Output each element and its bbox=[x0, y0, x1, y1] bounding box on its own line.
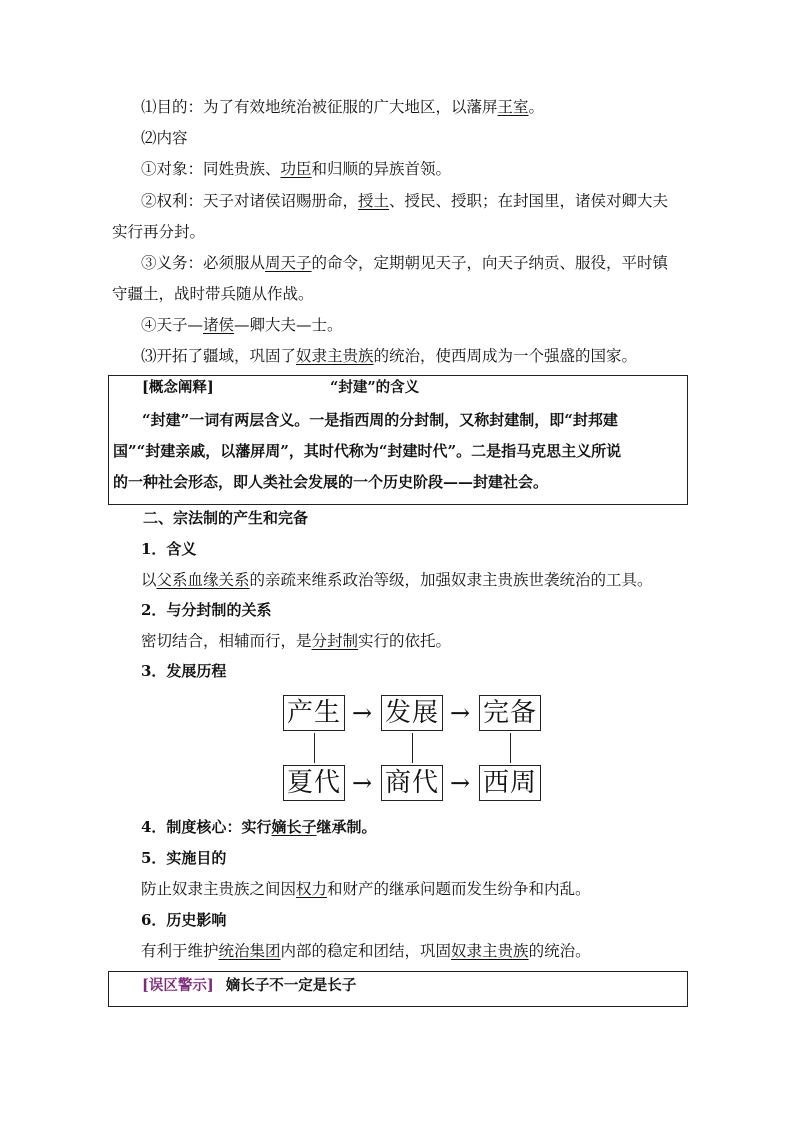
text: 。 bbox=[528, 98, 545, 116]
underlined-term: 周天子 bbox=[265, 254, 312, 272]
text: ⑴目的：为了有效地统治被征服的广大地区，以藩屏 bbox=[141, 98, 498, 116]
underlined-term: 王室 bbox=[497, 98, 529, 116]
text: 的命令，定期朝见天子，向天子纳贡、服役，平时镇 bbox=[311, 254, 669, 272]
underlined-term: 统治集团 bbox=[218, 942, 281, 960]
flow-box-bottom-2: 商代 bbox=[381, 765, 443, 801]
content-heading: ⑵内容 bbox=[141, 129, 188, 147]
arrow-icon: → bbox=[450, 699, 471, 727]
concept-title: “封建”的含义 bbox=[330, 379, 420, 396]
text: ③义务：必须服从 bbox=[141, 254, 266, 272]
flow-box-bottom-3: 西周 bbox=[479, 765, 541, 801]
subheading-relation: 2．与分封制的关系 bbox=[141, 601, 272, 619]
text: 的统治，使西周成为一个强盛的国家。 bbox=[373, 347, 638, 365]
text: 的亲疏来维系政治等级，加强奴隶主贵族世袭统治的工具。 bbox=[249, 571, 653, 589]
concept-paragraph-3: 的一种社会形态，即人类社会发展的一个历史阶段——封建社会。 bbox=[113, 473, 549, 491]
connector-line bbox=[510, 733, 511, 763]
flow-box-bottom-1: 夏代 bbox=[283, 765, 345, 801]
subheading-purpose: 5．实施目的 bbox=[141, 849, 227, 867]
flow-box-top-2: 发展 bbox=[381, 695, 443, 731]
flow-box-top-3: 完备 bbox=[479, 695, 541, 731]
text: 实行的依托。 bbox=[358, 632, 452, 650]
text: ④天子— bbox=[141, 316, 204, 334]
concept-tag: [概念阐释] bbox=[142, 379, 214, 396]
warning-text: 嫡长子不一定是长子 bbox=[225, 977, 357, 994]
text: ⑶开拓了疆域，巩固了 bbox=[141, 347, 297, 365]
hierarchy-line bbox=[141, 314, 343, 336]
purpose-line bbox=[141, 96, 544, 118]
rights-line bbox=[141, 190, 668, 212]
text: ①对象：同姓贵族、 bbox=[141, 160, 281, 178]
effect-line bbox=[141, 345, 637, 367]
text: 、授民、授职；在封国里，诸侯对卿大夫 bbox=[389, 192, 669, 210]
subheading-process: 3．发展历程 bbox=[141, 662, 227, 680]
arrow-icon: → bbox=[352, 769, 373, 797]
warning-line bbox=[142, 975, 356, 997]
text: 继承制。 bbox=[316, 818, 377, 836]
object-line bbox=[141, 158, 451, 180]
text: 4．制度核心：实行 bbox=[141, 818, 272, 836]
underlined-term: 权力 bbox=[296, 880, 328, 898]
subheading-meaning: 1．含义 bbox=[141, 540, 197, 558]
connector-line bbox=[412, 733, 413, 763]
meaning-text bbox=[141, 569, 653, 591]
arrow-icon: → bbox=[352, 699, 373, 727]
text: ②权利：天子对诸侯诏赐册命， bbox=[141, 192, 359, 210]
subheading-core bbox=[141, 816, 376, 838]
concept-paragraph-2: 国”“封建亲戚，以藩屏周”，其时代称为“封建时代”。二是指马克思主义所说 bbox=[113, 442, 622, 460]
underlined-term: 奴隶主贵族 bbox=[451, 942, 529, 960]
underlined-term: 授土 bbox=[358, 192, 390, 210]
text: 内部的稳定和团结，巩固 bbox=[280, 942, 452, 960]
duty-line-cont: 守疆土，战时带兵随从作战。 bbox=[112, 285, 314, 303]
impact-text bbox=[141, 940, 591, 962]
text: 密切结合，相辅而行，是 bbox=[141, 632, 312, 650]
underlined-term: 奴隶主贵族 bbox=[296, 347, 374, 365]
underlined-term: 功臣 bbox=[280, 160, 312, 178]
text: 和归顺的异族首领。 bbox=[311, 160, 452, 178]
warning-tag: [误区警示] bbox=[142, 977, 214, 994]
text: 以 bbox=[141, 571, 157, 589]
duty-line bbox=[141, 252, 668, 274]
underlined-term: 父系血缘关系 bbox=[156, 571, 250, 589]
rights-line-cont: 实行再分封。 bbox=[112, 223, 206, 241]
subheading-impact: 6．历史影响 bbox=[141, 911, 227, 929]
text: 有利于维护 bbox=[141, 942, 219, 960]
underlined-term: 嫡长子 bbox=[271, 818, 317, 836]
section-heading: 二、宗法制的产生和完备 bbox=[143, 509, 309, 527]
flow-box-top-1: 产生 bbox=[283, 695, 345, 731]
concept-paragraph-1: “封建”一词有两层含义。一是指西周的分封制，又称封建制，即“封邦建 bbox=[142, 411, 618, 429]
text: 防止奴隶主贵族之间因 bbox=[141, 880, 297, 898]
connector-line bbox=[314, 733, 315, 763]
relation-text bbox=[141, 630, 451, 652]
text: 和财产的继承问题而发生纷争和内乱。 bbox=[327, 880, 591, 898]
underlined-term: 分封制 bbox=[311, 632, 359, 650]
text: 的统治。 bbox=[528, 942, 591, 960]
underlined-term: 诸侯 bbox=[203, 316, 235, 334]
text: —卿大夫—士。 bbox=[234, 316, 343, 334]
purpose-text bbox=[141, 878, 591, 900]
arrow-icon: → bbox=[450, 769, 471, 797]
